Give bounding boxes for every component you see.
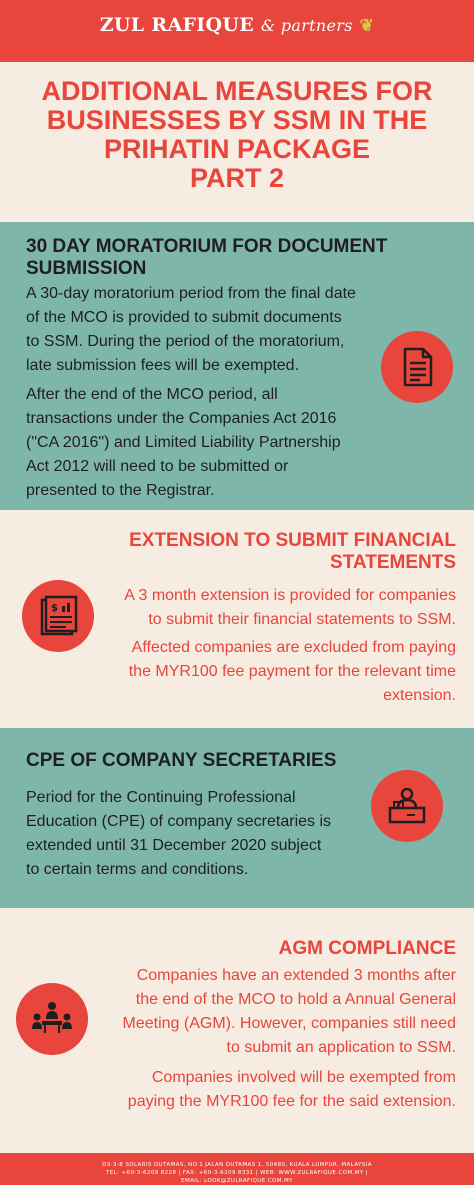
page-title — [0, 77, 474, 193]
section-moratorium — [0, 222, 474, 510]
section-paragraph: Companies involved will be exempted from paying the MYR100 fee for the said extension. — [127, 1069, 456, 1110]
title-line: ADDITIONAL MEASURES FOR — [41, 76, 433, 106]
section-heading: AGM COMPLIANCE — [278, 938, 456, 959]
footer-address: D3-3-8 SOLARIS DUTAMAS, NO.1 JALAN DUTAMAS 1, 50480, KUALA LUMPUR, MALAYSIA — [102, 1162, 372, 1168]
financial-statement-icon — [22, 580, 94, 652]
brand-partners: & partners — [260, 16, 353, 35]
secretary-desk-icon — [371, 770, 443, 842]
meeting-icon — [16, 983, 88, 1055]
section-financial-statements — [0, 510, 474, 728]
section-paragraph: After the end of the MCO period, all transactions under the Companies Act 2016 ("CA 2016") and Limited Liability Partnership Act 2012 will need to be submitted or presented to the Registrar. — [26, 386, 341, 499]
title-line: BUSINESSES BY SSM IN THE — [46, 105, 428, 135]
title-line: PRIHATIN PACKAGE — [103, 134, 370, 164]
document-icon — [381, 331, 453, 403]
brand-logo — [0, 14, 474, 36]
brand-name: ZUL RAFIQUE — [99, 14, 254, 36]
section-heading: CPE OF COMPANY SECRETARIES — [26, 750, 337, 771]
section-paragraph: Companies have an extended 3 months after the end of the MCO to hold a Annual General Meeting (AGM). However, companies still need to submit an application to SSM. — [122, 967, 456, 1056]
title-line: PART 2 — [189, 163, 284, 193]
section-paragraph: A 30-day moratorium period from the final date of the MCO is provided to submit documents to SSM. During the period of the moratorium, late submission fees will be exempted. — [26, 285, 356, 374]
footer-contact: TEL: +60-3-6209 8228 | FAX: +60-3-6209 8331 | WEB: WWW.ZULRAFIQUE.COM.MY | — [106, 1170, 368, 1176]
section-cpe — [0, 728, 474, 908]
footer-email: EMAIL: LOOK@ZULRAFIQUE.COM.MY — [181, 1178, 293, 1184]
leaf-icon: ❦ — [359, 16, 375, 36]
svg-text:$: $ — [51, 603, 58, 614]
section-paragraph: Affected companies are excluded from paying the MYR100 fee payment for the relevant time extension. — [128, 639, 456, 704]
section-paragraph: A 3 month extension is provided for companies to submit their financial statements to SSM. — [124, 587, 456, 628]
section-agm — [0, 908, 474, 1153]
header-bar — [0, 0, 474, 62]
section-heading: 30 DAY MORATORIUM FOR DOCUMENT SUBMISSION — [26, 236, 388, 279]
footer-bar — [0, 1153, 474, 1185]
section-paragraph: Period for the Continuing Professional Education (CPE) of company secretaries is extended until 31 December 2020 subject to certain terms and conditions. — [26, 789, 332, 878]
section-heading: EXTENSION TO SUBMIT FINANCIAL STATEMENTS — [129, 530, 456, 573]
